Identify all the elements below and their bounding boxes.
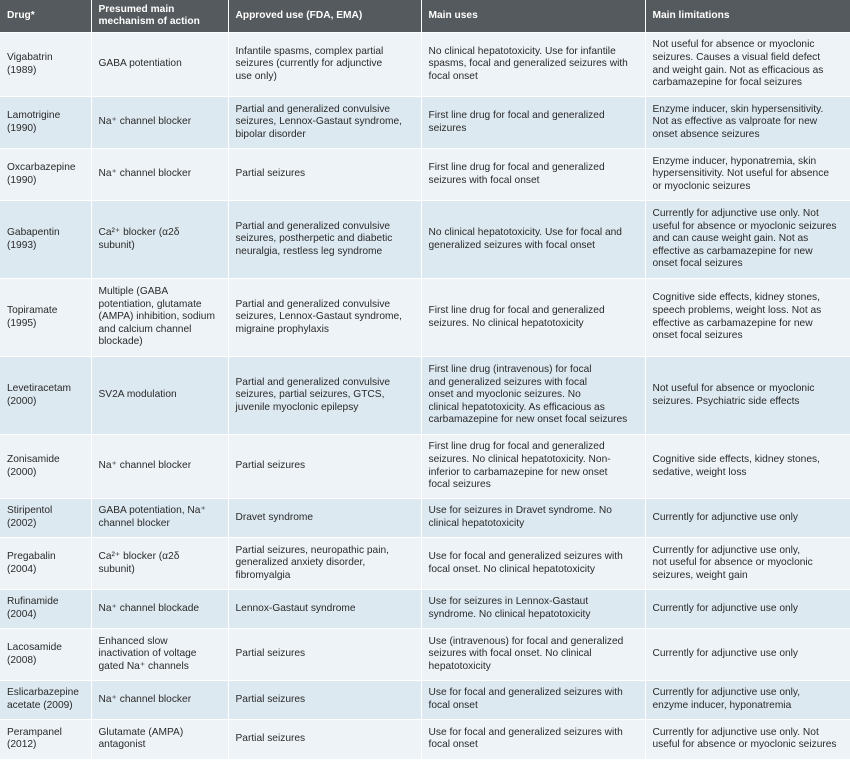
drug-cell: Rufinamide (2004) bbox=[0, 590, 91, 629]
table-row bbox=[0, 538, 850, 590]
header-row bbox=[0, 0, 850, 33]
mechanism-cell: Multiple (GABA potentiation, glutamate (AMPA) inhibition, sodium and calcium channel blockade) bbox=[91, 279, 228, 357]
mechanism-cell: Na⁺ channel blockade bbox=[91, 590, 228, 629]
main-uses-cell: First line drug for focal and generalized seizures bbox=[421, 97, 645, 149]
approved-use-cell: Dravet syndrome bbox=[228, 499, 421, 538]
main-uses-cell: First line drug for focal and generalized seizures. No clinical hepatotoxicity bbox=[421, 279, 645, 357]
mechanism-cell: GABA potentiation bbox=[91, 33, 228, 97]
column-header-drug: Drug* bbox=[0, 0, 91, 33]
column-header-main-uses: Main uses bbox=[421, 0, 645, 33]
main-uses-cell: Use for focal and generalized seizures with focal onset. No clinical hepatotoxicity bbox=[421, 538, 645, 590]
limitations-cell: Enzyme inducer, skin hypersensitivity. Not as effective as valproate for new onset absence seizures bbox=[645, 97, 850, 149]
main-uses-cell: No clinical hepatotoxicity. Use for infantile spasms, focal and generalized seizures with focal onset bbox=[421, 33, 645, 97]
main-uses-cell: No clinical hepatotoxicity. Use for focal and generalized seizures with focal onset bbox=[421, 201, 645, 279]
mechanism-cell: Na⁺ channel blocker bbox=[91, 149, 228, 201]
limitations-cell: Currently for adjunctive use only. Not useful for absence or myoclonic seizures and can cause weight gain. Not as effective as carbamazepine for new onset focal seizures bbox=[645, 201, 850, 279]
mechanism-cell: Ca²⁺ blocker (α2δ subunit) bbox=[91, 201, 228, 279]
drug-cell: Gabapentin (1993) bbox=[0, 201, 91, 279]
main-uses-cell: Use (intravenous) for focal and generalized seizures with focal onset. No clinical hepatotoxicity bbox=[421, 629, 645, 681]
mechanism-cell: GABA potentiation, Na⁺ channel blocker bbox=[91, 499, 228, 538]
approved-use-cell: Lennox-Gastaut syndrome bbox=[228, 590, 421, 629]
main-uses-cell: Use for focal and generalized seizures with focal onset bbox=[421, 720, 645, 759]
table-row bbox=[0, 629, 850, 681]
drug-cell: Perampanel (2012) bbox=[0, 720, 91, 759]
table-row bbox=[0, 357, 850, 435]
approved-use-cell: Partial seizures bbox=[228, 435, 421, 499]
table-body bbox=[0, 33, 850, 759]
approved-use-cell: Partial seizures bbox=[228, 720, 421, 759]
approved-use-cell: Partial seizures bbox=[228, 149, 421, 201]
drug-cell: Eslicarbazepine acetate (2009) bbox=[0, 681, 91, 720]
drug-cell: Stiripentol (2002) bbox=[0, 499, 91, 538]
drug-cell: Lacosamide (2008) bbox=[0, 629, 91, 681]
main-uses-cell: Use for seizures in Lennox-Gastaut syndrome. No clinical hepatotoxicity bbox=[421, 590, 645, 629]
table-row bbox=[0, 499, 850, 538]
main-uses-cell: First line drug (intravenous) for focal and generalized seizures with focal onset and myoclonic seizures. No clinical hepatotoxicity. As efficacious as carbamazepine for new onset focal seizures bbox=[421, 357, 645, 435]
table-row bbox=[0, 720, 850, 759]
drug-cell: Zonisamide (2000) bbox=[0, 435, 91, 499]
approved-use-cell: Partial seizures, neuropathic pain, generalized anxiety disorder, fibromyalgia bbox=[228, 538, 421, 590]
table-row bbox=[0, 149, 850, 201]
drug-cell: Pregabalin (2004) bbox=[0, 538, 91, 590]
limitations-cell: Not useful for absence or myoclonic seizures. Causes a visual field defect and weight gain. Not as efficacious as carbamazepine for focal seizures bbox=[645, 33, 850, 97]
limitations-cell: Cognitive side effects, kidney stones, sedative, weight loss bbox=[645, 435, 850, 499]
table-row bbox=[0, 590, 850, 629]
mechanism-cell: Na⁺ channel blocker bbox=[91, 97, 228, 149]
approved-use-cell: Infantile spasms, complex partial seizures (currently for adjunctive use only) bbox=[228, 33, 421, 97]
approved-use-cell: Partial and generalized convulsive seizures, partial seizures, GTCS, juvenile myoclonic epilepsy bbox=[228, 357, 421, 435]
limitations-cell: Enzyme inducer, hyponatremia, skin hypersensitivity. Not useful for absence or myoclonic seizures bbox=[645, 149, 850, 201]
mechanism-cell: Enhanced slow inactivation of voltage gated Na⁺ channels bbox=[91, 629, 228, 681]
limitations-cell: Not useful for absence or myoclonic seizures. Psychiatric side effects bbox=[645, 357, 850, 435]
table-row bbox=[0, 435, 850, 499]
main-uses-cell: Use for focal and generalized seizures with focal onset bbox=[421, 681, 645, 720]
approved-use-cell: Partial and generalized convulsive seizures, Lennox-Gastaut syndrome, bipolar disorder bbox=[228, 97, 421, 149]
approved-use-cell: Partial seizures bbox=[228, 681, 421, 720]
approved-use-cell: Partial and generalized convulsive seizures, postherpetic and diabetic neuralgia, restless leg syndrome bbox=[228, 201, 421, 279]
main-uses-cell: First line drug for focal and generalized seizures with focal onset bbox=[421, 149, 645, 201]
mechanism-cell: Glutamate (AMPA) antagonist bbox=[91, 720, 228, 759]
limitations-cell: Currently for adjunctive use only, enzyme inducer, hyponatremia bbox=[645, 681, 850, 720]
main-uses-cell: Use for seizures in Dravet syndrome. No clinical hepatotoxicity bbox=[421, 499, 645, 538]
approved-use-cell: Partial and generalized convulsive seizures, Lennox-Gastaut syndrome, migraine prophylaxis bbox=[228, 279, 421, 357]
drug-cell: Oxcarbazepine (1990) bbox=[0, 149, 91, 201]
column-header-approved-use: Approved use (FDA, EMA) bbox=[228, 0, 421, 33]
table-row bbox=[0, 681, 850, 720]
column-header-mechanism: Presumed main mechanism of action bbox=[91, 0, 228, 33]
approved-use-cell: Partial seizures bbox=[228, 629, 421, 681]
column-header-main-limitations: Main limitations bbox=[645, 0, 850, 33]
table-row bbox=[0, 279, 850, 357]
limitations-cell: Currently for adjunctive use only. Not useful for absence or myoclonic seizures bbox=[645, 720, 850, 759]
mechanism-cell: Na⁺ channel blocker bbox=[91, 435, 228, 499]
limitations-cell: Cognitive side effects, kidney stones, speech problems, weight loss. Not as effective as carbamazepine for new onset focal seizures bbox=[645, 279, 850, 357]
limitations-cell: Currently for adjunctive use only, not useful for absence or myoclonic seizures, weight gain bbox=[645, 538, 850, 590]
drug-cell: Levetiracetam (2000) bbox=[0, 357, 91, 435]
limitations-cell: Currently for adjunctive use only bbox=[645, 629, 850, 681]
drug-cell: Topiramate (1995) bbox=[0, 279, 91, 357]
table-row bbox=[0, 201, 850, 279]
mechanism-cell: SV2A modulation bbox=[91, 357, 228, 435]
drug-cell: Vigabatrin (1989) bbox=[0, 33, 91, 97]
mechanism-cell: Na⁺ channel blocker bbox=[91, 681, 228, 720]
table-row bbox=[0, 33, 850, 97]
mechanism-cell: Ca²⁺ blocker (α2δ subunit) bbox=[91, 538, 228, 590]
limitations-cell: Currently for adjunctive use only bbox=[645, 590, 850, 629]
limitations-cell: Currently for adjunctive use only bbox=[645, 499, 850, 538]
drug-cell: Lamotrigine (1990) bbox=[0, 97, 91, 149]
main-uses-cell: First line drug for focal and generalized seizures. No clinical hepatotoxicity. Non- inferior to carbamazepine for new onset focal seizures bbox=[421, 435, 645, 499]
table-row bbox=[0, 97, 850, 149]
